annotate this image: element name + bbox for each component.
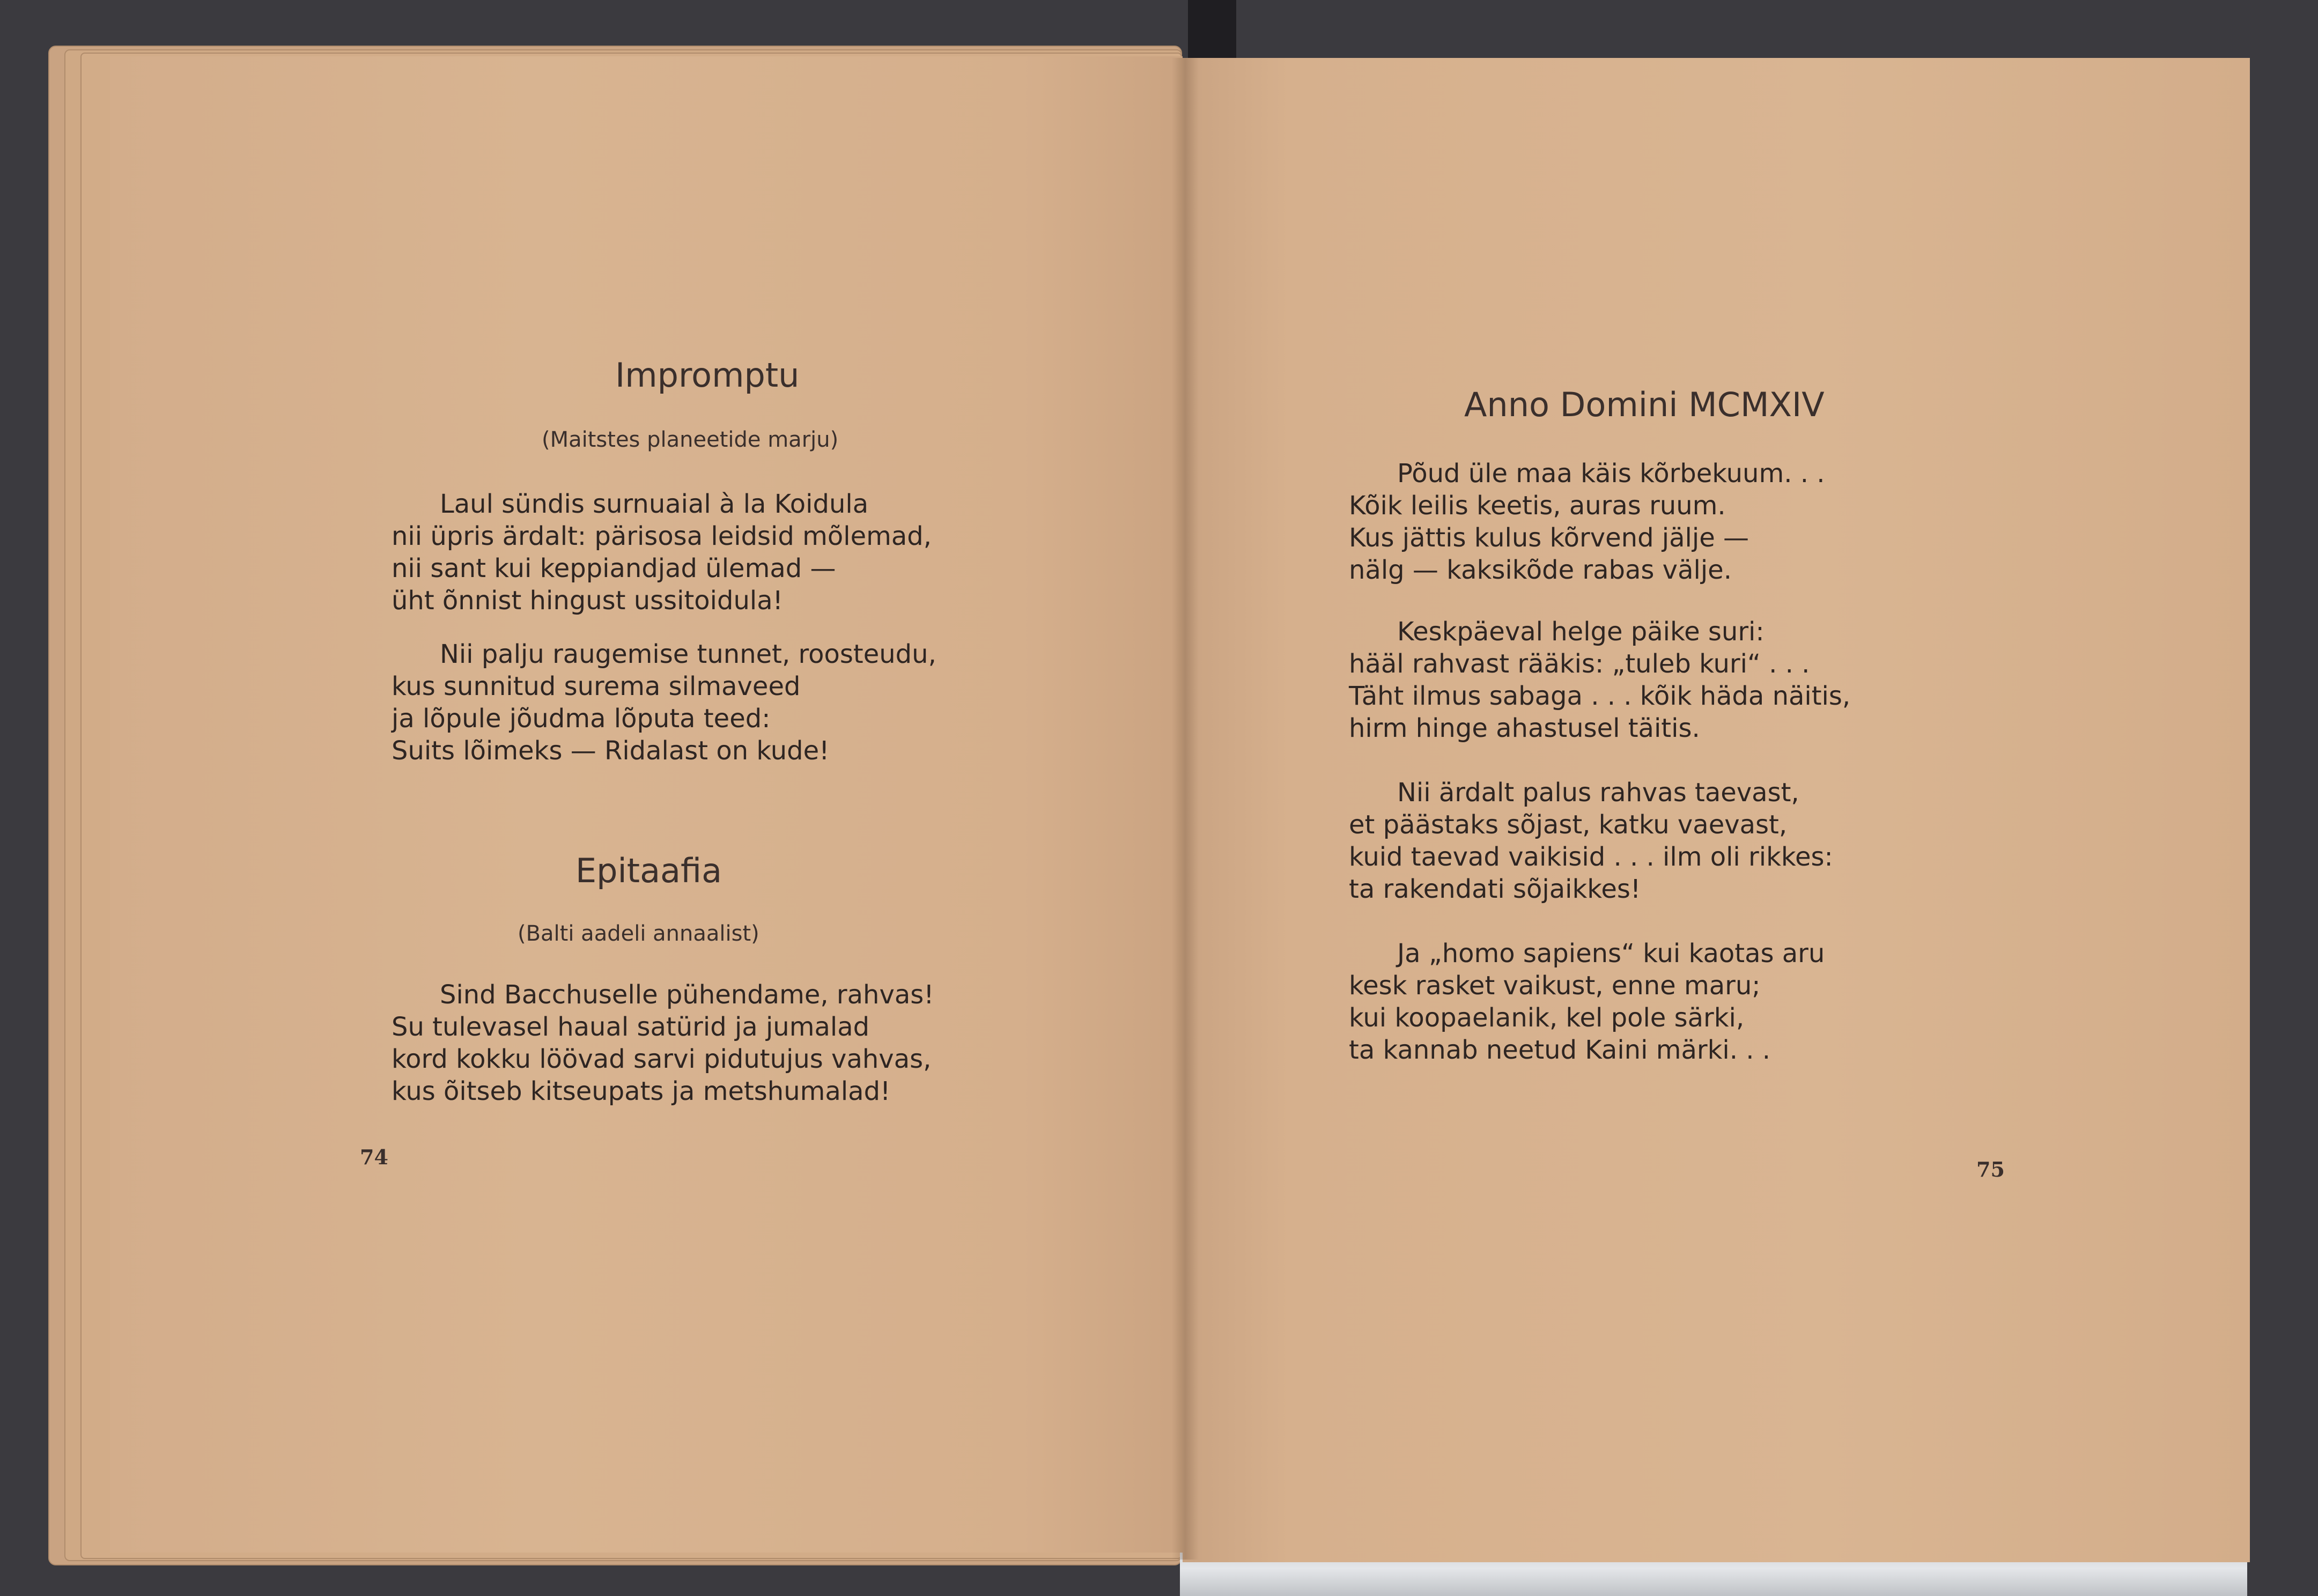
spine-top	[1188, 0, 1236, 59]
verse-line: Laul sündis surnuaial à la Koidula	[440, 489, 869, 519]
verse-line: üht õnnist hingust ussitoidula!	[392, 586, 783, 616]
verse-line: hirm hinge ahastusel täitis.	[1349, 713, 1700, 743]
poem-title-epitaafia: Epitaafia	[575, 851, 722, 890]
stanza	[392, 488, 932, 617]
verse-line: Su tulevasel haual satürid ja jumalad	[392, 1012, 870, 1042]
verse-line: Nii ärdalt palus rahvas taevast,	[1397, 778, 1799, 808]
verse-line: Täht ilmus sabaga . . . kõik häda näitis,	[1349, 681, 1851, 711]
stanza	[1349, 457, 1825, 586]
right-page	[1183, 58, 2250, 1562]
verse-line: nälg — kaksikõde rabas välje.	[1349, 555, 1732, 585]
page-number: 74	[360, 1145, 388, 1169]
verse-line: kord kokku löövad sarvi pidutujus vahvas,	[392, 1044, 932, 1074]
verse-line: Sind Bacchuselle pühendame, rahvas!	[440, 980, 934, 1010]
stanza	[1349, 616, 1850, 744]
verse-line: nii sant kui keppiandjad ülemad —	[392, 553, 836, 583]
verse-line: ta rakendati sõjaikkes!	[1349, 874, 1641, 904]
stanza	[1349, 937, 1825, 1066]
verse-line: Kõik leilis keetis, auras ruum.	[1349, 491, 1726, 521]
stanza	[392, 638, 936, 767]
poem-subtitle-epitaafia: (Balti aadeli annaalist)	[518, 921, 759, 946]
verse-line: kesk rasket vaikust, enne maru;	[1349, 971, 1761, 1001]
stanza	[392, 979, 934, 1107]
verse-line: et päästaks sõjast, katku vaevast,	[1349, 810, 1788, 840]
verse-line: hääl rahvast rääkis: „tuleb kuri“ . . .	[1349, 649, 1810, 679]
page-number: 75	[1976, 1157, 2005, 1181]
left-page	[110, 56, 1183, 1553]
stanza	[1349, 777, 1833, 905]
verse-line: ja lõpule jõudma lõputa teed:	[392, 704, 771, 734]
poem-title-anno-domini: Anno Domini MCMXIV	[1464, 385, 1825, 424]
verse-line: kui koopaelanik, kel pole särki,	[1349, 1003, 1745, 1033]
verse-line: nii üpris ärdalt: pärisosa leidsid mõlemad,	[392, 521, 932, 551]
verse-line: Nii palju raugemise tunnet, roosteudu,	[440, 639, 936, 669]
verse-line: Kus jättis kulus kõrvend jälje —	[1349, 523, 1749, 553]
verse-line: Ja „homo sapiens“ kui kaotas aru	[1397, 939, 1825, 969]
verse-line: Keskpäeval helge päike suri:	[1397, 617, 1765, 647]
poem-title-impromptu: Impromptu	[615, 356, 800, 395]
gutter-shadow	[1172, 58, 1199, 1560]
verse-line: Suits lõimeks — Ridalast on kude!	[392, 736, 830, 766]
verse-line: kuid taevad vaikisid . . . ilm oli rikkes:	[1349, 842, 1833, 872]
verse-line: kus sunnitud surema silmaveed	[392, 671, 801, 701]
verse-line: kus õitseb kitseupats ja metshumalad!	[392, 1076, 891, 1106]
verse-line: ta kannab neetud Kaini märki. . .	[1349, 1035, 1771, 1065]
verse-line: Põud üle maa käis kõrbekuum. . .	[1397, 459, 1825, 489]
poem-subtitle-impromptu: (Maitstes planeetide marju)	[542, 427, 839, 452]
